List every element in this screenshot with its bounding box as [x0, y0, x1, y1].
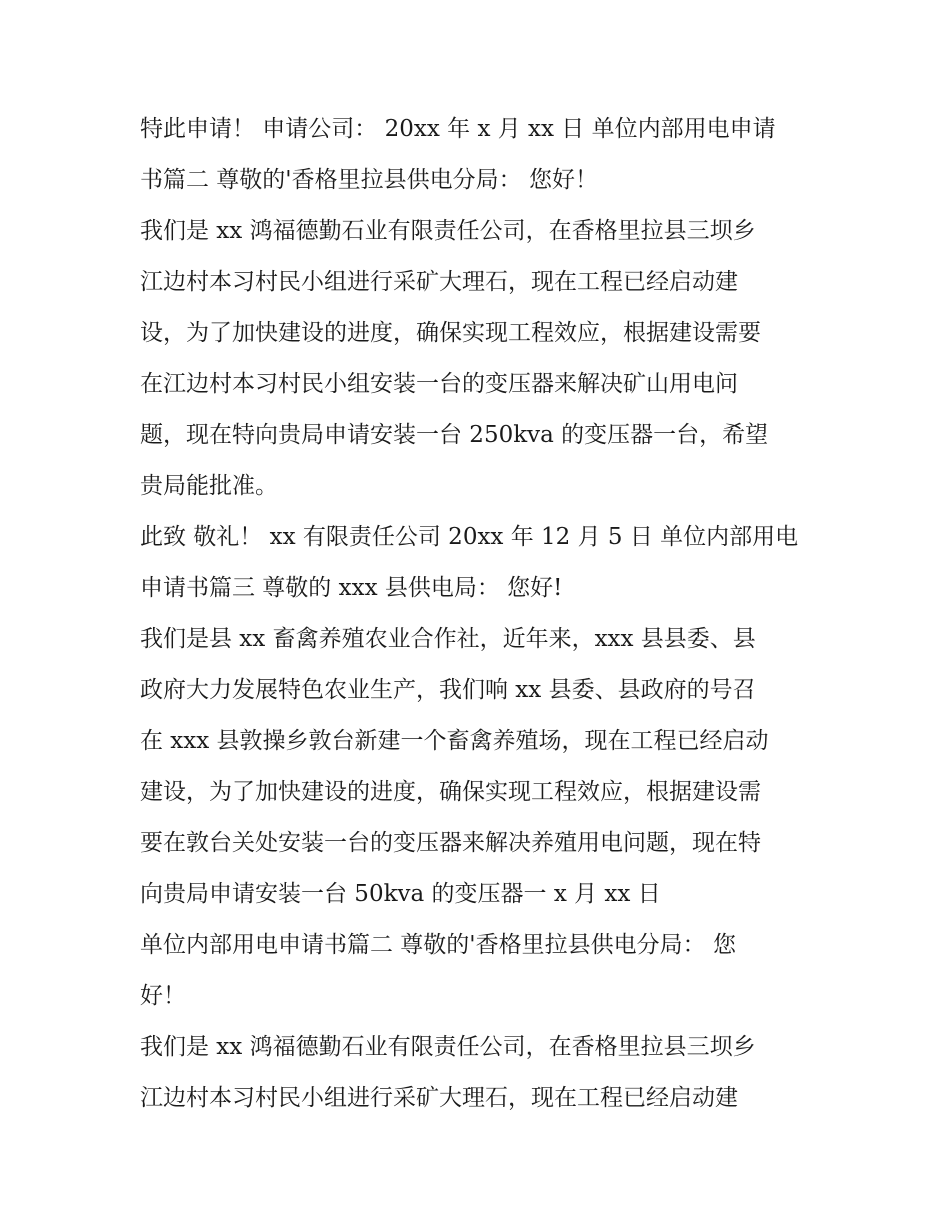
text-line-6: 在江边村本习村民小组安装一台的变压器来解决矿山用电问 — [140, 371, 738, 397]
text-line-3: 我们是 xx 鸿福德勤石业有限责任公司，在香格里拉县三坝乡 — [140, 218, 756, 244]
text-line-10: 申请书篇三 尊敬的 xxx 县供电局： 您好! — [140, 575, 563, 601]
text-line-19: 我们是 xx 鸿福德勤石业有限责任公司，在香格里拉县三坝乡 — [140, 1034, 756, 1060]
text-line-16: 向贵局申请安装一台 50kva 的变压器一 x 月 xx 日 — [140, 881, 661, 907]
text-line-2: 书篇二 尊敬的'香格里拉县供电分局： 您好！ — [140, 167, 598, 193]
text-line-4: 江边村本习村民小组进行采矿大理石，现在工程已经启动建 — [140, 269, 738, 295]
text-line-7: 题，现在特向贵局申请安装一台 250kva 的变压器一台，希望 — [140, 422, 769, 448]
text-line-17: 单位内部用电申请书篇二 尊敬的'香格里拉县供电分局： 您 — [140, 932, 736, 958]
text-line-12: 政府大力发展特色农业生产，我们响 xx 县委、县政府的号召 — [140, 677, 756, 703]
text-line-14: 建设，为了加快建设的进度，确保实现工程效应，根据建设需 — [140, 779, 761, 805]
text-line-9: 此致 敬礼！ xx 有限责任公司 20xx 年 12 月 5 日 单位内部用电 — [140, 524, 799, 550]
text-line-11: 我们是县 xx 畜禽养殖农业合作社，近年来，xxx 县县委、县 — [140, 626, 756, 652]
text-line-5: 设，为了加快建设的进度，确保实现工程效应，根据建设需要 — [140, 320, 761, 346]
text-line-15: 要在敦台关处安装一台的变压器来解决养殖用电问题，现在特 — [140, 830, 761, 856]
text-line-1: 特此申请！ 申请公司： 20xx 年 x 月 xx 日 单位内部用电申请 — [140, 116, 776, 142]
text-line-18: 好！ — [140, 983, 186, 1009]
text-line-13: 在 xxx 县敦操乡敦台新建一个畜禽养殖场，现在工程已经启动 — [140, 728, 769, 754]
text-line-20: 江边村本习村民小组进行采矿大理石，现在工程已经启动建 — [140, 1085, 738, 1111]
document-body — [140, 104, 830, 1124]
text-line-8: 贵局能批准。 — [140, 473, 278, 499]
